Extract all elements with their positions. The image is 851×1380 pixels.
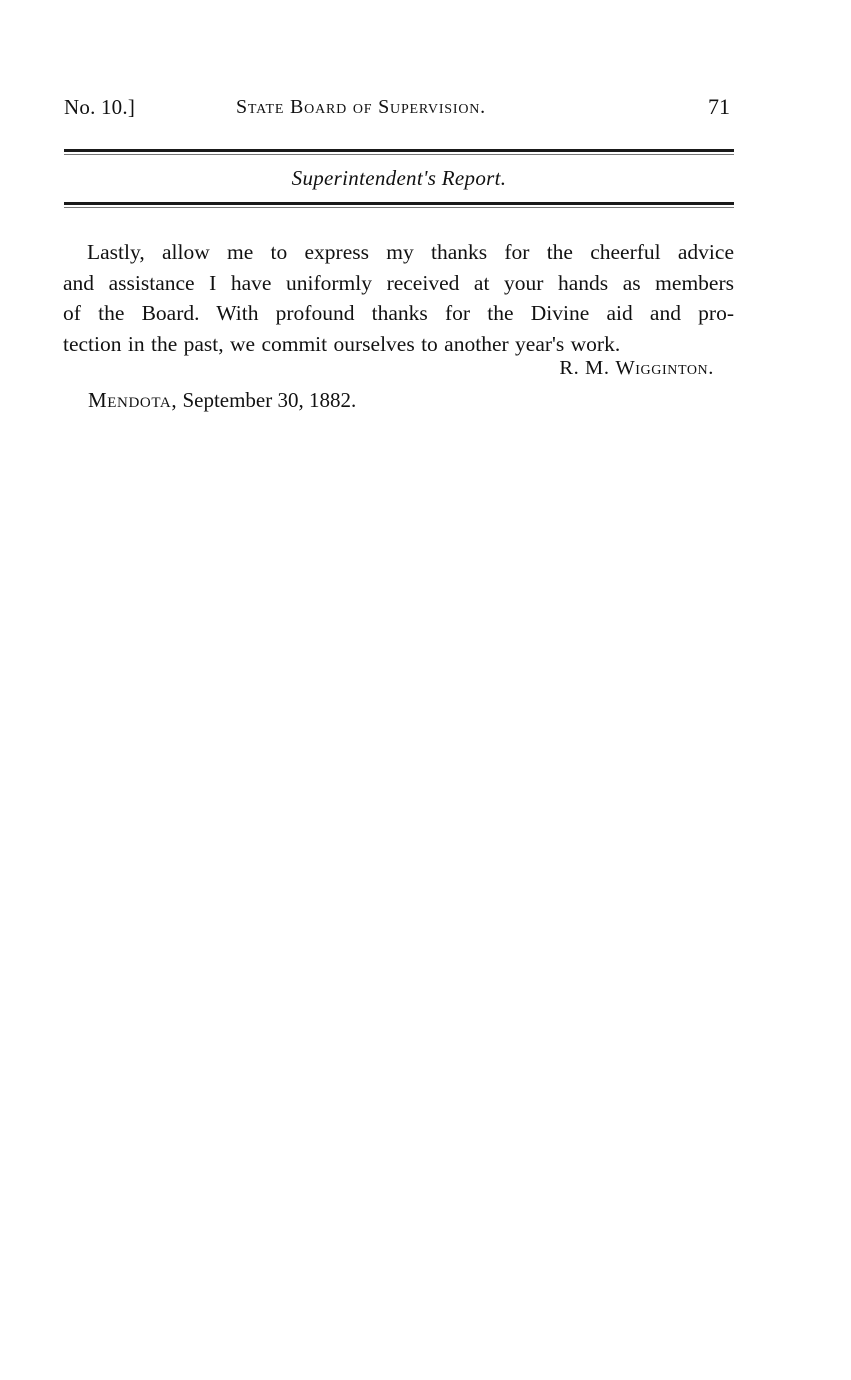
body-line-4: tection in the past, we commit ourselves to another year's work. <box>63 331 621 356</box>
body-line-2: and assistance I have uniformly received at your hands as members <box>63 270 734 295</box>
dateline-date: September 30, 1882. <box>182 388 357 412</box>
dateline-place: Mendota, <box>88 388 178 412</box>
bottom-rule-thin <box>64 207 734 208</box>
signature <box>420 353 714 383</box>
dateline <box>88 385 356 415</box>
top-rule-thin <box>64 154 734 155</box>
running-title: State Board of Supervision. <box>236 96 486 118</box>
body-line-3: of the Board. With profound thanks for the Divine aid and pro- <box>63 301 734 325</box>
section-title: Superintendent's Report. <box>291 166 507 190</box>
body-paragraph <box>63 237 734 359</box>
top-rule <box>64 149 734 152</box>
page-number: 71 <box>708 94 730 119</box>
signature-surname: Wigginton. <box>615 357 714 379</box>
signature-initials: R. M. <box>559 357 610 379</box>
body-line-1: Lastly, allow me to express my thanks for the cheerful advice <box>87 240 734 264</box>
running-head <box>64 92 732 122</box>
bottom-rule <box>64 202 734 205</box>
document-number: No. 10.] <box>64 95 136 119</box>
